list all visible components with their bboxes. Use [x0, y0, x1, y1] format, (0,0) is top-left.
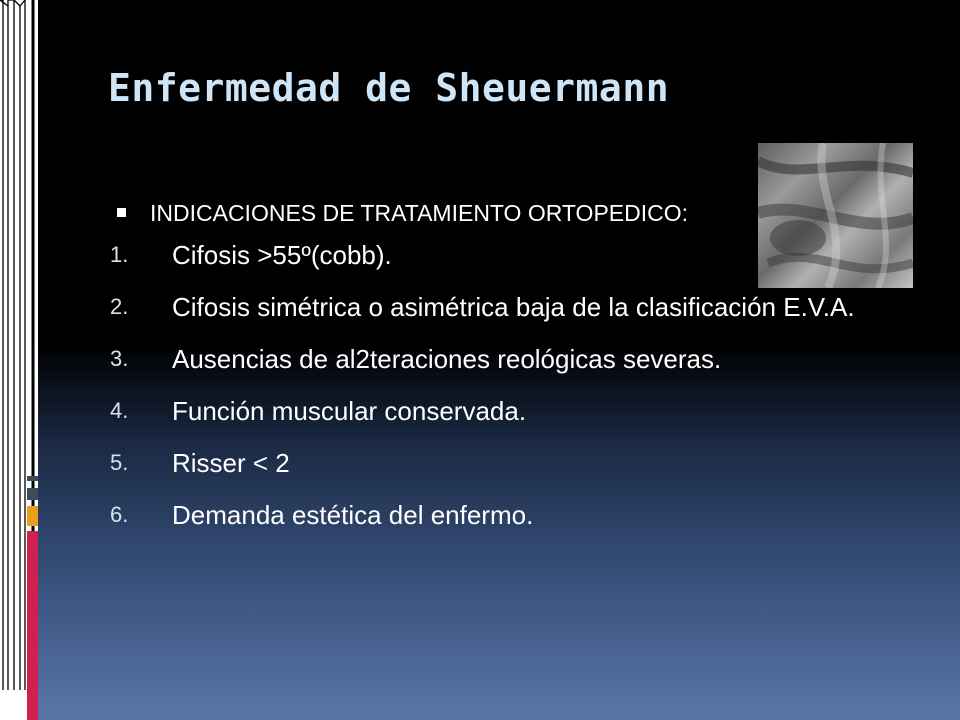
list-item-text: Demanda estética del enfermo. [172, 500, 534, 531]
list-item [110, 444, 890, 483]
list-item-text: Cifosis simétrica o asimétrica baja de la clasificación E.V.A. [172, 292, 855, 323]
list-item-number: 6. [110, 502, 129, 528]
list-item [110, 340, 890, 379]
bullet-heading [110, 195, 890, 231]
numbered-list [110, 236, 890, 535]
list-item-text: Función muscular conservada. [172, 396, 527, 427]
square-bullet-icon [117, 208, 126, 217]
deco-mark-dark-1 [27, 476, 38, 481]
deco-mark-orange [27, 506, 38, 526]
bullet-heading-text: INDICACIONES DE TRATAMIENTO ORTOPEDICO: [150, 200, 689, 226]
list-item [110, 288, 890, 327]
list-item-number: 5. [110, 450, 129, 476]
list-item-number: 1. [110, 242, 129, 268]
list-item-text: Ausencias de al2teraciones reológicas severas. [172, 344, 722, 375]
left-decorative-strip [0, 0, 38, 720]
list-item [110, 236, 890, 275]
slide-title: Enfermedad de Sheuermann [108, 66, 670, 110]
list-item [110, 496, 890, 535]
list-item-number: 4. [110, 398, 129, 424]
slide-content [110, 195, 890, 548]
list-item-number: 2. [110, 294, 129, 320]
deco-mark-pink [27, 531, 38, 720]
deco-mark-dark-2 [27, 488, 38, 500]
list-item [110, 392, 890, 431]
list-item-number: 3. [110, 346, 129, 372]
list-item-text: Risser < 2 [172, 448, 290, 479]
list-item-text: Cifosis >55º(cobb). [172, 240, 392, 271]
